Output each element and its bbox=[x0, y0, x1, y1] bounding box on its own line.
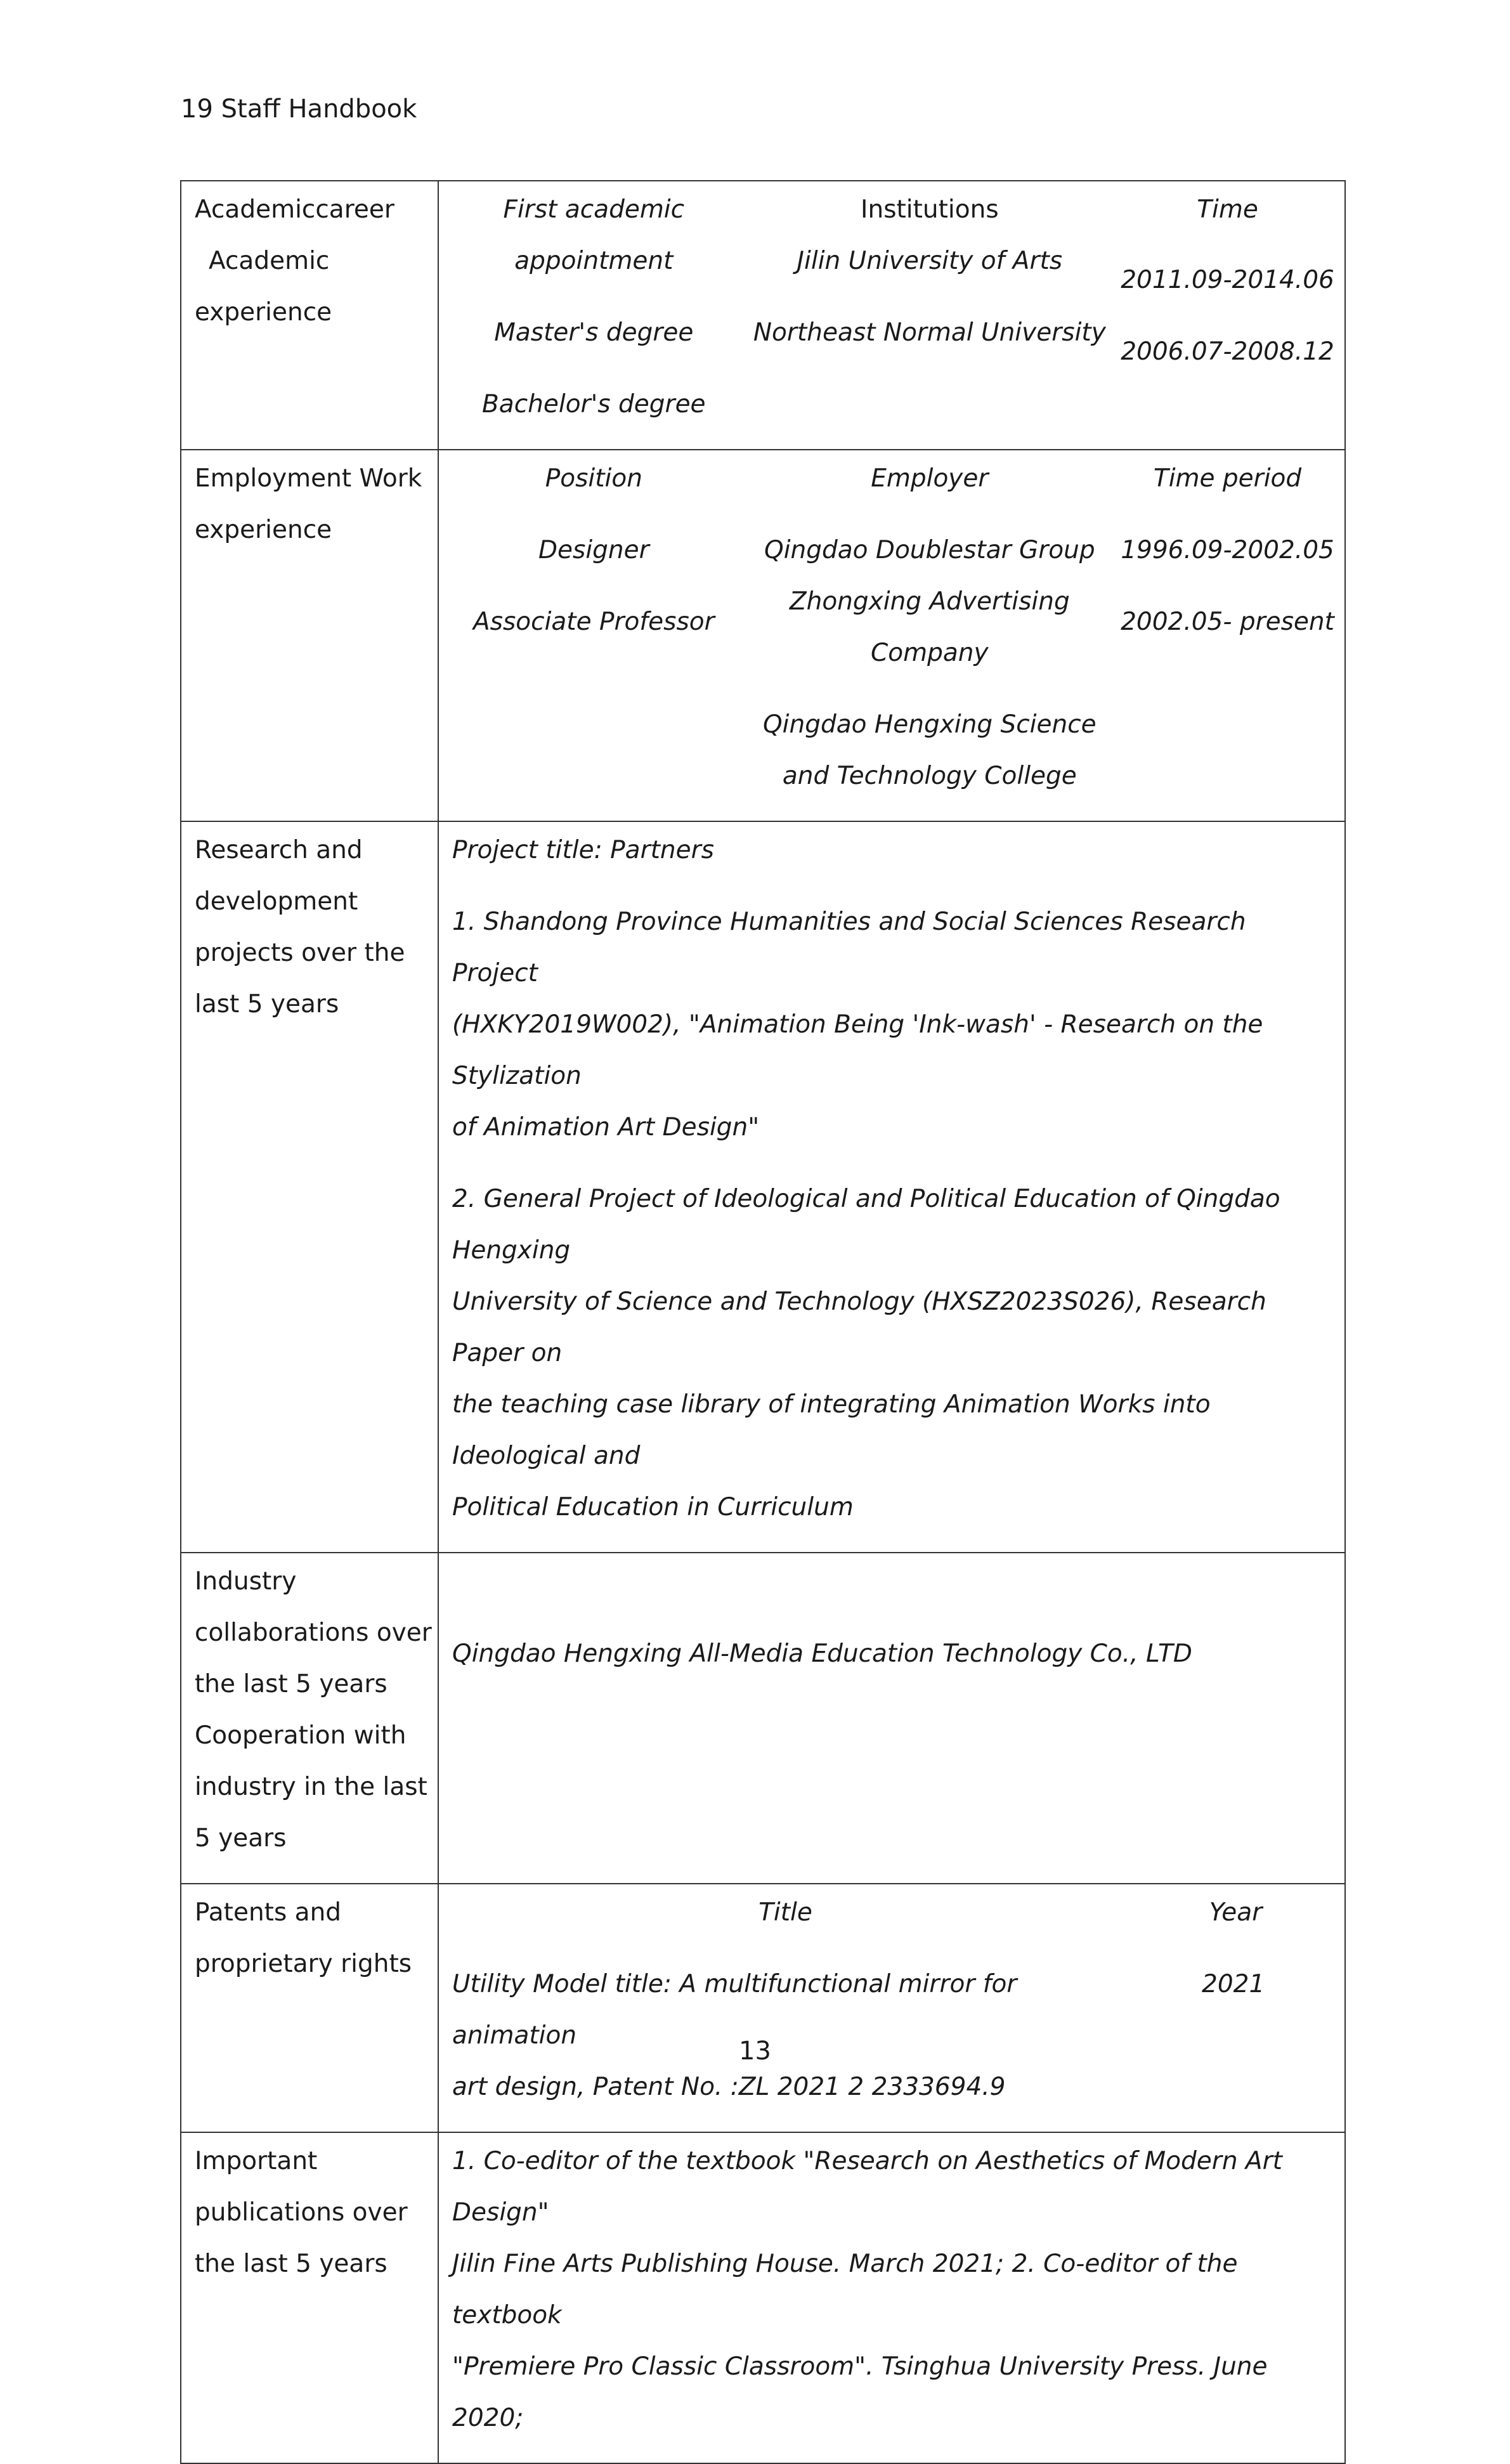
column-header-year: Year bbox=[1209, 1898, 1263, 1927]
row-academic-career bbox=[181, 181, 1345, 450]
row-research-projects bbox=[181, 821, 1345, 1553]
project-line: (HXKY2019W002), "Animation Being 'Ink-wash' - Research on the Stylization bbox=[452, 1010, 1263, 1090]
label-line: 5 years bbox=[195, 1824, 287, 1853]
project-title: Project title: Partners bbox=[452, 836, 714, 864]
table-cell: Northeast Normal University bbox=[753, 318, 1106, 347]
table-cell: 2011.09-2014.06 bbox=[1121, 266, 1334, 294]
publication-line: "Premiere Pro Classic Classroom". Tsinghua University Press. June 2020; bbox=[452, 2352, 1268, 2432]
table-cell: 2006.07-2008.12 bbox=[1121, 337, 1334, 366]
table-cell: Qingdao Doublestar Group bbox=[764, 536, 1095, 564]
project-line: University of Science and Technology (HXSZ2023S026), Research Paper on bbox=[452, 1287, 1266, 1367]
label-publications bbox=[181, 2132, 438, 2463]
label-academic-career bbox=[181, 181, 438, 450]
column-header-first-appointment: First academic bbox=[503, 195, 685, 224]
table-cell: 1996.09-2002.05 bbox=[1121, 536, 1334, 564]
academic-column-time bbox=[1110, 235, 1344, 430]
label-line: industry in the last bbox=[195, 1773, 427, 1801]
academic-column-institutions bbox=[749, 235, 1110, 430]
academic-career-content bbox=[438, 181, 1345, 450]
label-line: development bbox=[195, 887, 358, 916]
table-cell: Designer bbox=[538, 536, 649, 564]
table-cell: appointment bbox=[514, 247, 674, 275]
research-projects-content bbox=[438, 821, 1345, 1553]
table-cell: Qingdao Hengxing Science bbox=[762, 710, 1097, 739]
column-header-institutions: Institutions bbox=[860, 195, 999, 224]
employment-column-employers bbox=[749, 525, 1110, 802]
column-header-time-period: Time period bbox=[1153, 464, 1302, 493]
employment-body bbox=[439, 525, 1344, 802]
column-header-position: Position bbox=[545, 464, 642, 493]
table-cell: Zhongxing Advertising bbox=[789, 587, 1070, 616]
publication-line: Jilin Fine Arts Publishing House. March 2021; 2. Co-editor of the textbook bbox=[452, 2250, 1238, 2330]
column-header-employer: Employer bbox=[871, 464, 989, 493]
patent-title-line: Utility Model title: A multifunctional mirror for animation bbox=[452, 1970, 1017, 2050]
label-line: the last 5 years bbox=[195, 1670, 387, 1698]
project-line: Political Education in Curriculum bbox=[452, 1493, 854, 1522]
label-line: experience bbox=[195, 516, 332, 544]
label-line: collaborations over bbox=[195, 1619, 432, 1647]
label-employment bbox=[181, 450, 438, 821]
industry-collaborations-content bbox=[438, 1553, 1345, 1884]
label-line: proprietary rights bbox=[195, 1950, 412, 1978]
employment-column-time bbox=[1110, 525, 1344, 802]
table-cell: Jilin University of Arts bbox=[797, 247, 1063, 275]
label-line: Important bbox=[195, 2147, 318, 2175]
column-header-title: Title bbox=[758, 1898, 812, 1927]
table-cell: Company bbox=[871, 639, 989, 667]
label-line: Industry bbox=[195, 1567, 297, 1596]
label-line: Research and bbox=[195, 836, 363, 864]
project-line: of Animation Art Design" bbox=[452, 1113, 760, 1142]
staff-profile-table bbox=[180, 180, 1346, 2464]
label-line: Patents and bbox=[195, 1898, 342, 1927]
label-line: the last 5 years bbox=[195, 2250, 387, 2278]
project-line: the teaching case library of integrating Animation Works into Ideological and bbox=[452, 1390, 1211, 1470]
table-cell: Master's degree bbox=[494, 318, 694, 347]
row-industry-collaborations bbox=[181, 1553, 1345, 1884]
label-line: projects over the bbox=[195, 939, 405, 967]
page-header: 19 Staff Handbook bbox=[181, 95, 417, 124]
employment-content bbox=[438, 450, 1345, 821]
patent-title-line: art design, Patent No. :ZL 2021 2 2333694.9 bbox=[452, 2073, 1006, 2101]
label-line: publications over bbox=[195, 2198, 408, 2227]
column-header-time: Time bbox=[1197, 195, 1258, 224]
industry-partner: Qingdao Hengxing All-Media Education Technology Co., LTD bbox=[452, 1639, 1192, 1668]
patents-content bbox=[438, 1884, 1345, 2132]
academic-header-row bbox=[439, 184, 1344, 235]
label-industry-collaborations bbox=[181, 1553, 438, 1884]
project-line: 2. General Project of Ideological and Political Education of Qingdao Hengxing bbox=[452, 1185, 1280, 1265]
label-line: Academiccareer bbox=[195, 195, 394, 224]
academic-column-degrees bbox=[439, 235, 749, 430]
table-cell: Bachelor's degree bbox=[482, 390, 706, 419]
label-patents bbox=[181, 1884, 438, 2132]
patents-header-row bbox=[439, 1887, 1344, 1938]
table-cell: 2002.05- present bbox=[1121, 608, 1334, 636]
employment-header-row bbox=[439, 453, 1344, 504]
table-cell: and Technology College bbox=[782, 762, 1077, 790]
label-line: last 5 years bbox=[195, 990, 339, 1019]
project-line: 1. Shandong Province Humanities and Social Sciences Research Project bbox=[452, 908, 1246, 988]
label-line: Employment Work bbox=[195, 464, 422, 493]
employment-column-positions bbox=[439, 525, 749, 802]
row-patents bbox=[181, 1884, 1345, 2132]
label-line: experience bbox=[195, 298, 332, 327]
table-cell: Associate Professor bbox=[472, 608, 715, 636]
label-line: Cooperation with bbox=[195, 1721, 407, 1750]
academic-body bbox=[439, 235, 1344, 430]
label-line: Academic bbox=[209, 247, 330, 275]
row-employment bbox=[181, 450, 1345, 821]
publication-line: 1. Co-editor of the textbook "Research on Aesthetics of Modern Art Design" bbox=[452, 2147, 1282, 2227]
page-number: 13 bbox=[739, 2037, 771, 2066]
publications-content bbox=[438, 2132, 1345, 2463]
row-publications bbox=[181, 2132, 1345, 2463]
label-research-projects bbox=[181, 821, 438, 1553]
patent-year: 2021 bbox=[1202, 1970, 1265, 1998]
